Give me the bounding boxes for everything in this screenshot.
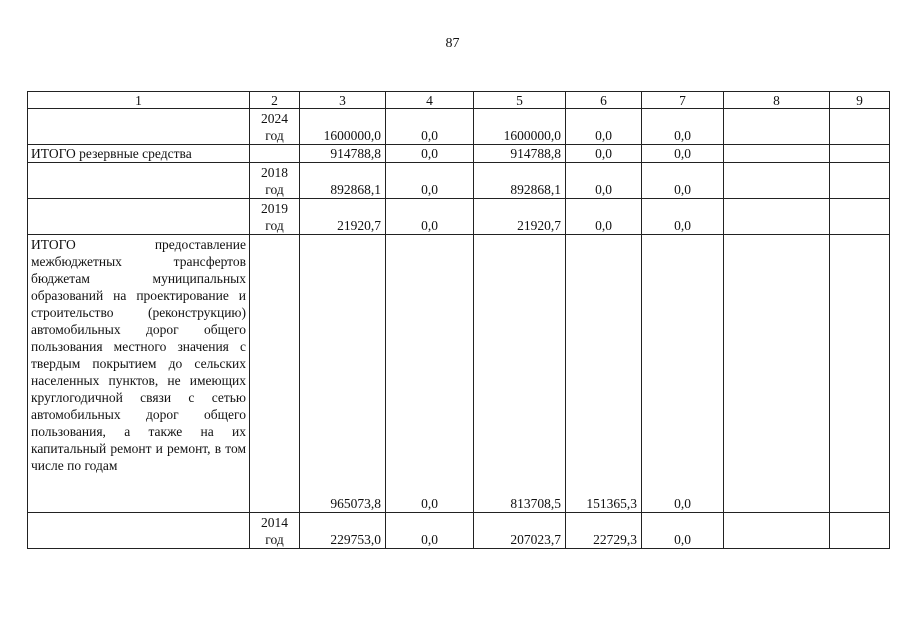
row-year: [250, 235, 300, 513]
cell-col9: [830, 163, 890, 199]
row-name: [28, 199, 250, 235]
cell-col8: [724, 163, 830, 199]
cell-col6: 0,0: [566, 145, 642, 163]
cell-col7: 0,0: [642, 163, 724, 199]
cell-col7: 0,0: [642, 513, 724, 549]
row-year: [250, 145, 300, 163]
cell-col4: 0,0: [386, 235, 474, 513]
table-row: [28, 163, 890, 199]
col-header-9: 9: [830, 92, 890, 109]
cell-col9: [830, 235, 890, 513]
row-name: [28, 163, 250, 199]
cell-col3: 892868,1: [300, 163, 386, 199]
cell-col3: 21920,7: [300, 199, 386, 235]
row-year: 2019 год: [250, 199, 300, 235]
col-header-4: 4: [386, 92, 474, 109]
page-number: 87: [445, 36, 460, 51]
cell-col7: 0,0: [642, 109, 724, 145]
cell-col5: 892868,1: [474, 163, 566, 199]
cell-col6: 151365,3: [566, 235, 642, 513]
header-row: [28, 92, 890, 109]
table-row: [28, 513, 890, 549]
cell-col4: 0,0: [386, 163, 474, 199]
cell-col4: 0,0: [386, 513, 474, 549]
cell-col8: [724, 109, 830, 145]
cell-col7: 0,0: [642, 199, 724, 235]
cell-col6: 22729,3: [566, 513, 642, 549]
col-header-2: 2: [250, 92, 300, 109]
row-year: 2014 год: [250, 513, 300, 549]
col-header-7: 7: [642, 92, 724, 109]
cell-col3: 229753,0: [300, 513, 386, 549]
table-row: [28, 109, 890, 145]
cell-col7: 0,0: [642, 235, 724, 513]
cell-col5: 21920,7: [474, 199, 566, 235]
budget-table: [27, 91, 890, 549]
row-name: ИТОГО резервные средства: [28, 145, 250, 163]
cell-col8: [724, 145, 830, 163]
cell-col6: 0,0: [566, 109, 642, 145]
cell-col6: 0,0: [566, 199, 642, 235]
cell-col3: 965073,8: [300, 235, 386, 513]
col-header-5: 5: [474, 92, 566, 109]
row-name: [28, 109, 250, 145]
cell-col3: 1600000,0: [300, 109, 386, 145]
col-header-3: 3: [300, 92, 386, 109]
cell-col5: 207023,7: [474, 513, 566, 549]
col-header-8: 8: [724, 92, 830, 109]
cell-col4: 0,0: [386, 145, 474, 163]
cell-col6: 0,0: [566, 163, 642, 199]
cell-col4: 0,0: [386, 109, 474, 145]
cell-col9: [830, 145, 890, 163]
cell-col5: 813708,5: [474, 235, 566, 513]
cell-col8: [724, 199, 830, 235]
cell-col8: [724, 513, 830, 549]
row-year: 2018 год: [250, 163, 300, 199]
cell-col9: [830, 199, 890, 235]
col-header-6: 6: [566, 92, 642, 109]
cell-col8: [724, 235, 830, 513]
table-row: [28, 199, 890, 235]
table-row: [28, 145, 890, 163]
row-name-long: ИТОГО предоставление межбюджетных трансфертов бюджетам муниципальных образований на проектирование и строительство (реконструкцию) автомобильных дорог общего пользования местного значения с твердым покрытием до сельских населенных пунктов, не имеющих круглогодичной связи с сетью автомобильных дорог общего пользования, а также на их капитальный ремонт и ремонт, в том числе по годам: [28, 235, 250, 513]
cell-col3: 914788,8: [300, 145, 386, 163]
col-header-1: 1: [28, 92, 250, 109]
row-year: 2024 год: [250, 109, 300, 145]
cell-col5: 1600000,0: [474, 109, 566, 145]
table-row: [28, 235, 890, 513]
cell-col5: 914788,8: [474, 145, 566, 163]
row-name: [28, 513, 250, 549]
cell-col4: 0,0: [386, 199, 474, 235]
cell-col7: 0,0: [642, 145, 724, 163]
cell-col9: [830, 513, 890, 549]
cell-col9: [830, 109, 890, 145]
